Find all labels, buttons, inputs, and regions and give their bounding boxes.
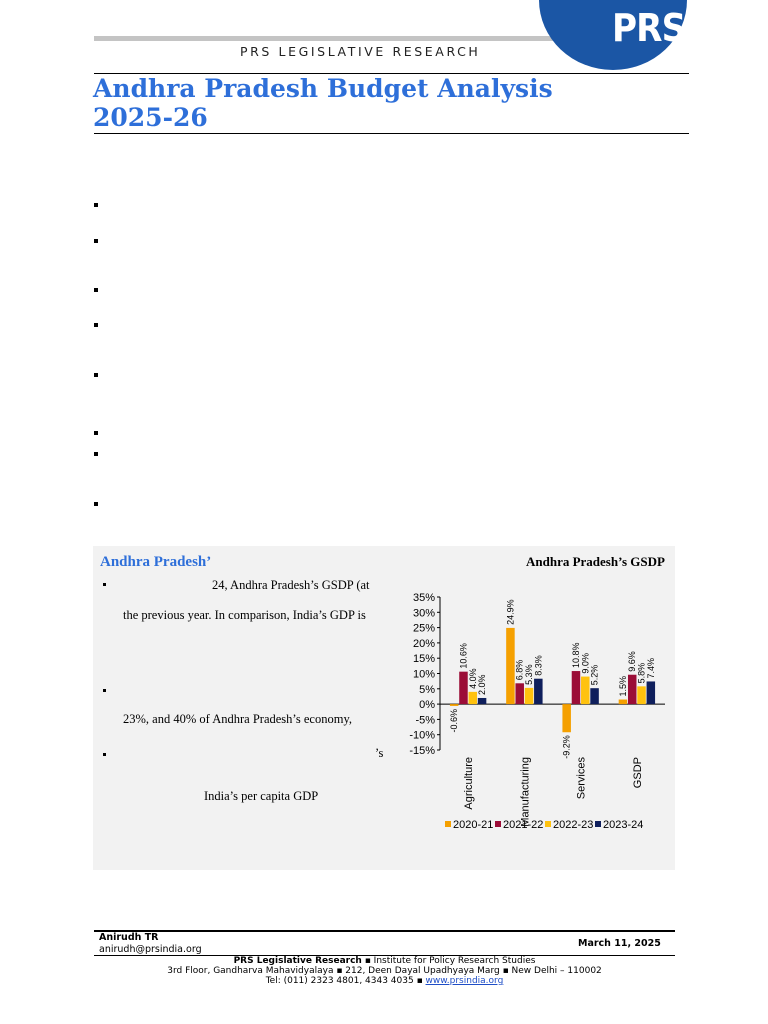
y-tick-label: 10% [412, 668, 435, 681]
data-label: 1.5% [617, 675, 628, 697]
bullet-marker [94, 373, 98, 377]
footer-address: 3rd Floor, Gandharva Mahavidyalaya ▪ 212, Deen Dayal Upadhyaya Marg ▪ New Delhi – 110002 [167, 966, 602, 976]
footer-rule [94, 930, 675, 932]
box-text: 23%, and 40% of Andhra Pradesh’s economy, [123, 712, 353, 726]
legend-swatch [445, 821, 451, 827]
bar [450, 704, 459, 706]
bullet-marker [94, 323, 98, 327]
footer-org-line: PRS Legislative Research ▪ Institute for Policy Research Studies [233, 956, 536, 966]
bullet-marker [94, 452, 98, 456]
website-link[interactable]: www.prsindia.org [425, 976, 504, 986]
publication-date: March 11, 2025 [578, 938, 661, 949]
bar [478, 698, 487, 704]
y-tick-label: -15% [409, 745, 435, 757]
y-tick-label: -5% [415, 714, 435, 727]
footer-phone: Tel: (011) 2323 4801, 4343 4035 ▪ [265, 976, 426, 986]
prs-logo-text: PRS [612, 6, 686, 50]
y-tick-label: 15% [412, 653, 435, 666]
bullet-marker [103, 583, 106, 586]
title-line-1: Andhra Pradesh Budget Analysis [93, 74, 553, 103]
bar [572, 671, 581, 704]
bar [619, 700, 628, 705]
category-label: Agriculture [463, 757, 476, 810]
category-label: GSDP [631, 757, 644, 789]
bar [534, 679, 543, 704]
bullet-marker [94, 288, 98, 292]
data-label: 5.2% [589, 664, 600, 686]
y-tick-label: 5% [419, 683, 435, 696]
y-tick-label: -10% [409, 729, 435, 742]
category-label: Manufacturing [519, 757, 532, 827]
data-label: -9.2% [561, 735, 572, 759]
data-label: 10.6% [458, 643, 469, 669]
legend-label: 2021-22 [503, 819, 544, 831]
y-tick-label: 25% [412, 622, 435, 635]
y-tick-label: 20% [412, 637, 435, 650]
footer-org-name: PRS Legislative Research [233, 956, 362, 966]
bar [459, 672, 468, 704]
data-label: 24.9% [505, 599, 516, 625]
data-label: -0.6% [449, 708, 460, 733]
bar [628, 675, 637, 704]
bar [469, 692, 478, 704]
page-title [93, 74, 553, 132]
bullet-marker [94, 203, 98, 207]
org-name: PRS LEGISLATIVE RESEARCH [240, 44, 481, 59]
bar [647, 681, 656, 704]
bullet-marker [103, 689, 106, 692]
title-line-2: 2025-26 [93, 103, 208, 132]
legend-label: 2022-23 [553, 819, 594, 831]
author-email: anirudh@prsindia.org [99, 944, 202, 955]
chart-title: Andhra Pradesh’s GSDP [526, 554, 665, 569]
bullet-marker [94, 239, 98, 243]
box-text: India’s per capita GDP [204, 789, 319, 803]
footer-institute: Institute for Policy Research Studies [373, 956, 536, 966]
bar [590, 688, 599, 704]
bar [525, 688, 534, 704]
bar [506, 628, 515, 704]
bullet-marker [94, 502, 98, 506]
bullet-marker [94, 431, 98, 435]
data-label: 9.6% [627, 651, 638, 672]
bar [562, 704, 571, 732]
title-rule [94, 133, 689, 134]
y-tick-label: 35% [412, 592, 435, 604]
box-text: ’s [375, 746, 384, 760]
data-label: 10.8% [570, 642, 581, 669]
legend-swatch [545, 821, 551, 827]
box-heading: Andhra Pradesh’ [100, 554, 212, 570]
footer-contact [94, 976, 675, 986]
data-label: 9.0% [580, 653, 591, 674]
data-label: 5.3% [524, 664, 535, 685]
legend-label: 2020-21 [453, 819, 494, 831]
box-text: the previous year. In comparison, India’s GDP is [123, 608, 366, 622]
box-text: 24, Andhra Pradesh’s GSDP (at [212, 578, 370, 592]
y-tick-label: 30% [412, 607, 435, 620]
bar [637, 686, 646, 704]
bar [515, 683, 524, 704]
author-name: Anirudh TR [99, 932, 159, 943]
data-label: 8.3% [533, 655, 544, 676]
data-label: 6.8% [514, 659, 525, 681]
header-rule [94, 36, 600, 41]
gsdp-bar-chart [385, 585, 675, 840]
category-label: Services [575, 757, 588, 800]
bullet-marker [103, 753, 106, 756]
data-label: 7.4% [645, 657, 656, 679]
legend-swatch [495, 821, 501, 827]
data-label: 2.0% [477, 674, 488, 695]
y-tick-label: 0% [419, 699, 435, 712]
legend-swatch [595, 821, 601, 827]
data-label: 5.8% [636, 662, 647, 684]
bar [581, 677, 590, 705]
data-label: 4.0% [467, 668, 478, 689]
legend-label: 2023-24 [603, 819, 644, 831]
